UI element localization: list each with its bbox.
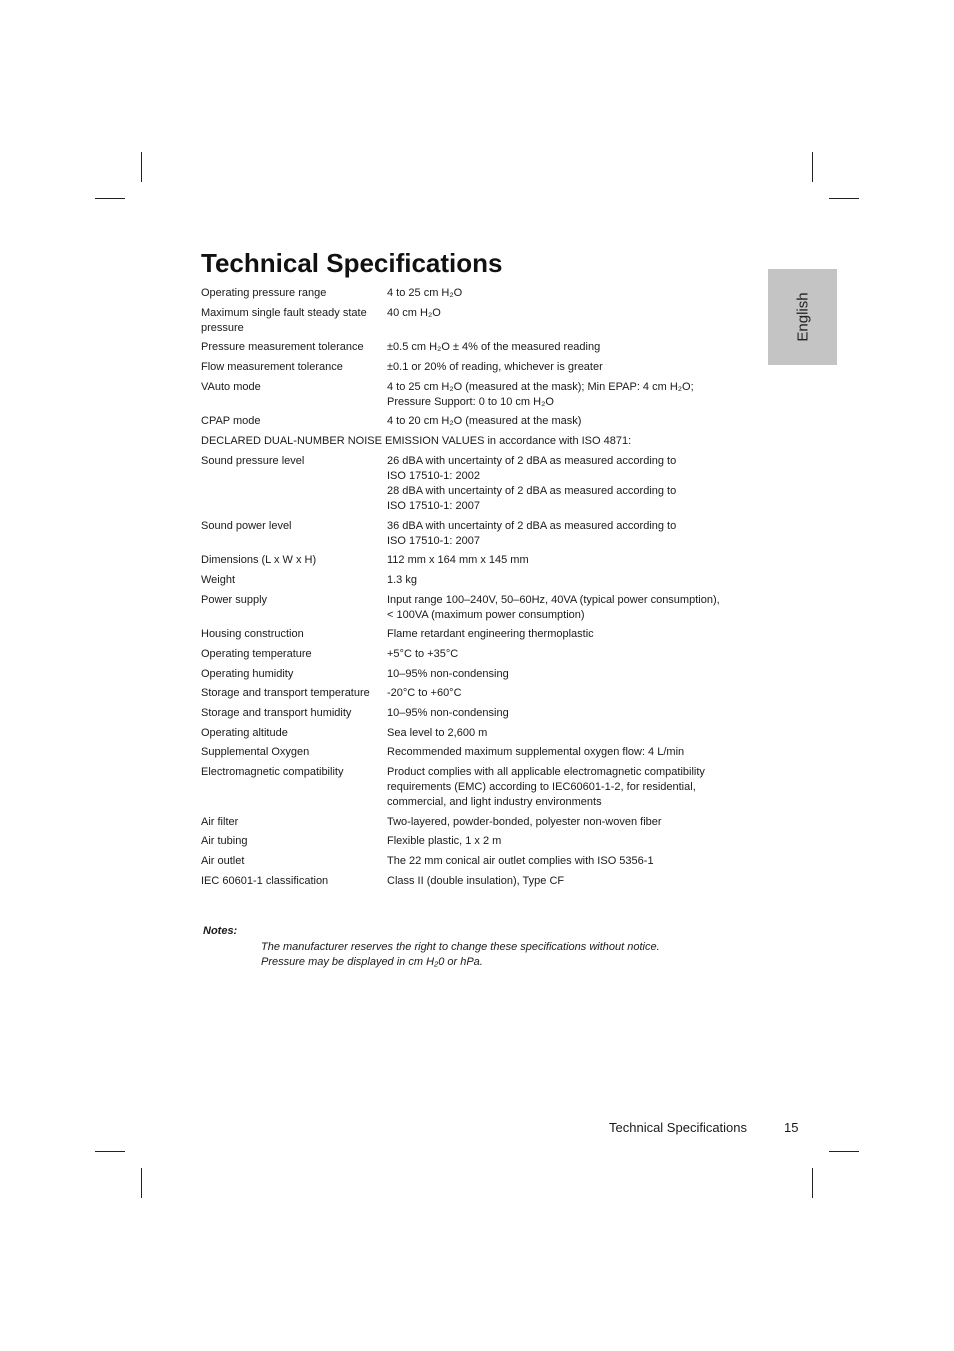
spec-row: [201, 519, 746, 549]
spec-value-line: ISO 17510-1: 2007: [387, 499, 480, 512]
spec-row: [201, 874, 746, 889]
spec-value: [387, 815, 746, 830]
spec-row: [201, 686, 746, 701]
spec-value: [387, 647, 746, 662]
spec-value: [387, 745, 746, 760]
spec-value: [387, 360, 746, 375]
spec-value-line: Pressure Support: 0 to 10 cm H₂O: [387, 395, 554, 408]
spec-row: [201, 667, 746, 682]
spec-value-line: 112 mm x 164 mm x 145 mm: [387, 554, 529, 567]
spec-value: [387, 380, 746, 410]
spec-value: [387, 553, 746, 568]
spec-value-line: < 100VA (maximum power consumption): [387, 608, 585, 621]
spec-label: IEC 60601-1 classification: [201, 874, 329, 887]
spec-label: Housing construction: [201, 628, 304, 641]
crop-mark: [812, 152, 813, 182]
spec-row: [201, 726, 746, 741]
spec-row: [201, 340, 746, 355]
spec-row: [201, 306, 746, 336]
spec-label: Operating temperature: [201, 647, 312, 660]
spec-value: [387, 834, 746, 849]
spec-row: [201, 573, 746, 588]
spec-value: [387, 306, 746, 336]
crop-mark: [812, 1168, 813, 1198]
spec-value-line: 4 to 25 cm H₂O: [387, 287, 463, 299]
spec-label: Operating altitude: [201, 726, 288, 739]
spec-label: DECLARED DUAL-NUMBER NOISE EMISSION VALUES in accordance with ISO 4871:: [201, 435, 632, 448]
spec-label: Air outlet: [201, 855, 245, 868]
spec-row: [201, 553, 746, 568]
spec-row: [201, 286, 746, 301]
crop-mark: [141, 152, 142, 182]
crop-mark: [141, 1168, 142, 1198]
spec-value-line: 10–95% non-condensing: [387, 667, 509, 680]
spec-value-line: The 22 mm conical air outlet complies with ISO 5356-1: [387, 855, 654, 868]
crop-mark: [95, 198, 125, 199]
spec-value-line: Flame retardant engineering thermoplastic: [387, 628, 594, 641]
spec-value: [387, 414, 746, 429]
notes-title: Notes:: [203, 925, 238, 937]
language-tab-label: English: [794, 292, 811, 342]
spec-value: [387, 667, 746, 682]
spec-label: Dimensions (L x W x H): [201, 554, 317, 567]
spec-label: Flow measurement tolerance: [201, 361, 343, 374]
spec-label: Air tubing: [201, 835, 248, 848]
spec-row: [201, 834, 746, 849]
spec-label: Weight: [201, 573, 236, 586]
spec-label: Maximum single fault steady state pressure: [201, 306, 367, 334]
spec-table: [201, 286, 746, 894]
spec-row: [201, 706, 746, 721]
spec-value-line: commercial, and light industry environments: [387, 796, 602, 809]
spec-label: Power supply: [201, 593, 268, 606]
spec-value-line: 40 cm H₂O: [387, 306, 441, 319]
page-number: 15: [784, 1120, 799, 1135]
spec-value-line: 4 to 20 cm H₂O (measured at the mask): [387, 415, 582, 428]
spec-value-line: Sea level to 2,600 m: [387, 726, 488, 739]
spec-value: [387, 573, 746, 588]
spec-value-line: Input range 100–240V, 50–60Hz, 40VA (typical power consumption),: [387, 593, 720, 606]
spec-label: Operating humidity: [201, 667, 294, 680]
spec-label: Sound power level: [201, 519, 292, 532]
spec-value: [387, 854, 746, 869]
spec-value-line: ±0.5 cm H₂O ± 4% of the measured reading: [387, 341, 601, 354]
spec-label: Pressure measurement tolerance: [201, 341, 364, 354]
spec-row: [201, 815, 746, 830]
notes-body: [261, 940, 741, 970]
page-title: Technical Specifications: [201, 248, 503, 278]
spec-value-line: Flexible plastic, 1 x 2 m: [387, 835, 502, 848]
spec-row: [201, 647, 746, 662]
spec-row: [201, 454, 746, 514]
spec-value-line: ISO 17510-1: 2002: [387, 469, 480, 482]
spec-value: [387, 340, 746, 355]
note-line: The manufacturer reserves the right to change these specifications without notice.: [261, 941, 660, 953]
spec-row: [201, 414, 746, 429]
spec-value-line: Recommended maximum supplemental oxygen flow: 4 L/min: [387, 746, 685, 759]
spec-row: [201, 627, 746, 642]
crop-mark: [829, 1151, 859, 1152]
spec-value: [387, 519, 746, 549]
spec-label: Storage and transport temperature: [201, 687, 370, 700]
spec-label: Electromagnetic compatibility: [201, 766, 344, 779]
language-tab: [768, 269, 837, 365]
spec-value-line: requirements (EMC) according to IEC60601-1-2, for residential,: [387, 781, 696, 794]
spec-value-line: Class II (double insulation), Type CF: [387, 874, 565, 887]
spec-value-line: -20°C to +60°C: [387, 687, 462, 700]
spec-label: Sound pressure level: [201, 454, 305, 467]
spec-value-line: Product complies with all applicable electromagnetic compatibility: [387, 766, 705, 779]
spec-label: Supplemental Oxygen: [201, 746, 310, 759]
spec-value: [387, 286, 746, 301]
spec-row: [201, 593, 746, 623]
spec-value: [387, 726, 746, 741]
spec-value: [387, 874, 746, 889]
crop-mark: [95, 1151, 125, 1152]
spec-value-line: 36 dBA with uncertainty of 2 dBA as measured according to: [387, 519, 677, 532]
spec-value: [387, 454, 746, 514]
spec-label: VAuto mode: [201, 380, 261, 393]
spec-value-line: 4 to 25 cm H₂O (measured at the mask); Min EPAP: 4 cm H₂O;: [387, 380, 694, 393]
spec-value: [387, 686, 746, 701]
spec-row: [201, 765, 746, 810]
spec-label: Storage and transport humidity: [201, 707, 352, 719]
spec-value-line: ±0.1 or 20% of reading, whichever is greater: [387, 361, 603, 374]
crop-mark: [829, 198, 859, 199]
spec-value-line: 26 dBA with uncertainty of 2 dBA as measured according to: [387, 454, 677, 467]
spec-value-line: +5°C to +35°C: [387, 647, 459, 660]
spec-value-line: 1.3 kg: [387, 573, 417, 586]
spec-value-line: Two-layered, powder-bonded, polyester non-woven fiber: [387, 815, 662, 828]
spec-value-line: ISO 17510-1: 2007: [387, 534, 480, 547]
spec-row: [201, 745, 746, 760]
spec-row: [201, 434, 746, 449]
spec-value: [387, 593, 746, 623]
spec-row: [201, 380, 746, 410]
footer-section-title: Technical Specifications: [609, 1120, 748, 1135]
spec-row: [201, 360, 746, 375]
spec-value-line: 10–95% non-condensing: [387, 707, 509, 719]
spec-row: [201, 854, 746, 869]
spec-label: Operating pressure range: [201, 287, 327, 299]
spec-label: CPAP mode: [201, 415, 261, 428]
spec-value-line: 28 dBA with uncertainty of 2 dBA as measured according to: [387, 484, 677, 497]
spec-value: [387, 627, 746, 642]
spec-value: [387, 765, 746, 810]
spec-label: Air filter: [201, 815, 239, 828]
spec-value: [387, 706, 746, 721]
note-line: Pressure may be displayed in cm H₂0 or hPa.: [261, 956, 483, 968]
